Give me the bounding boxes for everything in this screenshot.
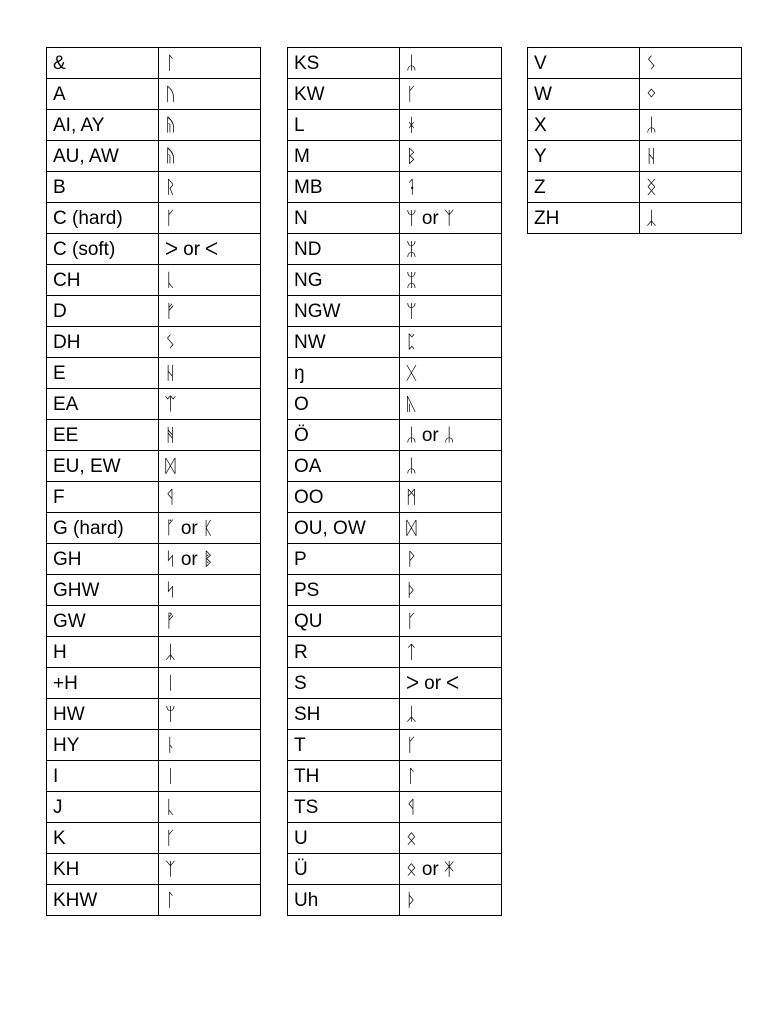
- rune-glyph: ᚿ: [165, 734, 176, 756]
- letter-code-cell: B: [47, 172, 159, 203]
- rune-glyph: ᚻ: [165, 424, 176, 446]
- letter-code-cell: ND: [288, 234, 400, 265]
- rune-glyph-alternate: ᛔ: [202, 548, 214, 570]
- table-row: [288, 792, 502, 823]
- table-row: [288, 575, 502, 606]
- rune-glyph: ᚴ: [406, 610, 417, 632]
- letter-code-cell: Ö: [288, 420, 400, 451]
- rune-glyph: ᚥ: [165, 114, 176, 136]
- letter-code-cell: HY: [47, 730, 159, 761]
- table-row: [47, 110, 261, 141]
- letter-code-cell: C (soft): [47, 234, 159, 265]
- rune-cell: [159, 761, 261, 792]
- rune-cell: [159, 544, 261, 575]
- rune-cell: [400, 358, 502, 389]
- rune-cell: [159, 420, 261, 451]
- rune-glyph: ᛋ: [165, 548, 176, 570]
- rune-glyph: ᛟ: [406, 827, 417, 849]
- letter-code-cell: ŋ: [288, 358, 400, 389]
- table-row: [288, 296, 502, 327]
- table-row: [47, 296, 261, 327]
- rune-cell: [400, 668, 502, 699]
- rune-glyph: ᛩ: [406, 796, 417, 818]
- table-row: [288, 79, 502, 110]
- rune-glyph: ᛜ: [646, 83, 657, 105]
- rune-cell: [159, 823, 261, 854]
- letter-code-cell: U: [288, 823, 400, 854]
- rune-glyph: ᚥ: [165, 145, 176, 167]
- letter-code-cell: Uh: [288, 885, 400, 916]
- table-row: [528, 172, 742, 203]
- letter-code-cell: PS: [288, 575, 400, 606]
- rune-glyph: ᚡ: [165, 610, 176, 632]
- rune-glyph: ᚱ: [165, 176, 176, 198]
- letter-code-cell: Z: [528, 172, 640, 203]
- table-row: [47, 451, 261, 482]
- letter-code-cell: T: [288, 730, 400, 761]
- table-row: [288, 885, 502, 916]
- rune-glyph: ᛊ: [165, 331, 176, 353]
- rune-cell: [640, 79, 742, 110]
- letter-code-cell: V: [528, 48, 640, 79]
- rune-cell: [159, 172, 261, 203]
- letter-code-cell: O: [288, 389, 400, 420]
- rune-cell: [400, 544, 502, 575]
- or-separator: or: [421, 858, 439, 880]
- rune-glyph: ᚦ: [406, 889, 417, 911]
- or-separator: or: [183, 238, 201, 260]
- table-row: [47, 358, 261, 389]
- letter-code-cell: +H: [47, 668, 159, 699]
- rune-cell: [159, 451, 261, 482]
- rune-cell: [159, 637, 261, 668]
- letter-code-cell: N: [288, 203, 400, 234]
- letter-code-cell: DH: [47, 327, 159, 358]
- rune-cell: [159, 265, 261, 296]
- letter-code-cell: KH: [47, 854, 159, 885]
- rune-cell: [400, 110, 502, 141]
- letter-code-cell: QU: [288, 606, 400, 637]
- rune-cell: [400, 79, 502, 110]
- table-row: [47, 606, 261, 637]
- table-row: [288, 110, 502, 141]
- rune-table-1: [46, 47, 261, 916]
- rune-cell: [400, 885, 502, 916]
- rune-cell: [159, 668, 261, 699]
- letter-code-cell: TS: [288, 792, 400, 823]
- rune-cell: [400, 48, 502, 79]
- table-row: [47, 637, 261, 668]
- table-row: [47, 730, 261, 761]
- rune-cell: [400, 296, 502, 327]
- table-row: [47, 761, 261, 792]
- table-row: [47, 389, 261, 420]
- rune-glyph: ᐳ: [165, 238, 179, 260]
- letter-code-cell: EE: [47, 420, 159, 451]
- rune-table-3: [527, 47, 742, 234]
- rune-cell: [400, 141, 502, 172]
- letter-code-cell: NG: [288, 265, 400, 296]
- rune-cell: [159, 296, 261, 327]
- letter-code-cell: CH: [47, 265, 159, 296]
- rune-cell: [159, 110, 261, 141]
- table-row: [47, 234, 261, 265]
- rune-cell: [159, 699, 261, 730]
- rune-cell: [400, 513, 502, 544]
- rune-cell: [400, 327, 502, 358]
- letter-code-cell: OO: [288, 482, 400, 513]
- rune-cell: [159, 606, 261, 637]
- table-row: [288, 606, 502, 637]
- table-row: [288, 482, 502, 513]
- rune-glyph: ᚦ: [406, 579, 417, 601]
- rune-glyph: ᛑ: [406, 176, 417, 198]
- rune-glyph: ᚴ: [165, 827, 176, 849]
- table-row: [47, 327, 261, 358]
- rune-cell: [159, 854, 261, 885]
- table-row: [288, 389, 502, 420]
- letter-code-cell: D: [47, 296, 159, 327]
- rune-cell: [400, 420, 502, 451]
- rune-glyph: ᐳ: [406, 672, 420, 694]
- rune-glyph: ᛚ: [406, 765, 417, 787]
- letter-code-cell: HW: [47, 699, 159, 730]
- rune-glyph: ᛊ: [646, 52, 657, 74]
- letter-code-cell: E: [47, 358, 159, 389]
- rune-glyph: ᛈ: [406, 331, 417, 353]
- rune-glyph: ᛯ: [406, 238, 417, 260]
- table-body: [528, 48, 742, 234]
- table-row: [288, 513, 502, 544]
- table-row: [47, 141, 261, 172]
- table-row: [47, 885, 261, 916]
- rune-cell: [159, 513, 261, 544]
- rune-cell: [640, 48, 742, 79]
- rune-cell: [400, 575, 502, 606]
- rune-cell: [400, 172, 502, 203]
- letter-code-cell: A: [47, 79, 159, 110]
- table-row: [47, 48, 261, 79]
- rune-cell: [159, 730, 261, 761]
- letter-code-cell: KHW: [47, 885, 159, 916]
- letter-code-cell: KS: [288, 48, 400, 79]
- rune-glyph: ᛚ: [165, 52, 176, 74]
- rune-cell: [640, 203, 742, 234]
- rune-glyph: ᛠ: [165, 393, 176, 415]
- table-row: [288, 761, 502, 792]
- rune-cell: [400, 699, 502, 730]
- letter-code-cell: NW: [288, 327, 400, 358]
- table-row: [288, 265, 502, 296]
- table-row: [47, 203, 261, 234]
- rune-cell: [159, 575, 261, 606]
- rune-cell: [400, 451, 502, 482]
- table-row: [288, 203, 502, 234]
- rune-cell: [159, 885, 261, 916]
- rune-cell: [159, 141, 261, 172]
- letter-code-cell: Y: [528, 141, 640, 172]
- rune-glyph: ᛚ: [165, 889, 176, 911]
- rune-cell: [159, 389, 261, 420]
- table-row: [528, 79, 742, 110]
- rune-glyph: ᛘ: [406, 300, 417, 322]
- letter-code-cell: S: [288, 668, 400, 699]
- rune-cell: [640, 141, 742, 172]
- table-row: [288, 141, 502, 172]
- letter-code-cell: M: [288, 141, 400, 172]
- table-row: [528, 141, 742, 172]
- table-row: [288, 668, 502, 699]
- letter-code-cell: OA: [288, 451, 400, 482]
- letter-code-cell: GW: [47, 606, 159, 637]
- rune-cell: [159, 234, 261, 265]
- rune-glyph: ᛞ: [406, 517, 417, 539]
- or-separator: or: [180, 548, 198, 570]
- rune-glyph: ᛟ: [406, 858, 417, 880]
- rune-glyph: ᚳ: [165, 269, 176, 291]
- table-row: [288, 544, 502, 575]
- rune-glyph: ᛦ: [646, 114, 657, 136]
- table-row: [47, 513, 261, 544]
- rune-cell: [159, 48, 261, 79]
- rune-glyph: ᛁ: [165, 765, 176, 787]
- rune-glyph: ᚵ: [165, 517, 176, 539]
- rune-glyph: ᛩ: [165, 486, 176, 508]
- rune-cell: [640, 172, 742, 203]
- rune-glyph-alternate: ᛡ: [443, 858, 455, 880]
- rune-cell: [400, 730, 502, 761]
- letter-code-cell: GHW: [47, 575, 159, 606]
- table-row: [288, 854, 502, 885]
- letter-code-cell: OU, OW: [288, 513, 400, 544]
- rune-glyph: ᚹ: [406, 548, 417, 570]
- rune-glyph-alternate: ᛦ: [443, 424, 455, 446]
- or-separator: or: [421, 424, 439, 446]
- rune-glyph-alternate: ᐸ: [446, 672, 460, 694]
- rune-glyph: ᚼ: [406, 114, 417, 136]
- table-row: [528, 48, 742, 79]
- letter-code-cell: AI, AY: [47, 110, 159, 141]
- rune-glyph: ᛦ: [406, 424, 417, 446]
- letter-code-cell: X: [528, 110, 640, 141]
- rune-glyph: ᛝ: [646, 176, 657, 198]
- rune-cell: [400, 265, 502, 296]
- rune-glyph: ᛣ: [165, 641, 176, 663]
- rune-table-2: [287, 47, 502, 916]
- table-row: [47, 482, 261, 513]
- rune-glyph: ᛁ: [165, 672, 176, 694]
- letter-code-cell: F: [47, 482, 159, 513]
- or-separator: or: [424, 672, 442, 694]
- or-separator: or: [180, 517, 198, 539]
- rune-cell: [400, 389, 502, 420]
- rune-glyph: ᚠ: [165, 300, 176, 322]
- table-row: [47, 79, 261, 110]
- rune-cell: [159, 792, 261, 823]
- table-row: [47, 265, 261, 296]
- letter-code-cell: H: [47, 637, 159, 668]
- rune-glyph: ᛘ: [165, 703, 176, 725]
- rune-cell: [400, 482, 502, 513]
- rune-cell: [400, 823, 502, 854]
- table-row: [288, 699, 502, 730]
- letter-code-cell: SH: [288, 699, 400, 730]
- rune-glyph: ᚳ: [165, 796, 176, 818]
- rune-cell: [400, 637, 502, 668]
- rune-cell: [640, 110, 742, 141]
- rune-glyph: ᚺ: [646, 145, 657, 167]
- letter-code-cell: R: [288, 637, 400, 668]
- letter-code-cell: L: [288, 110, 400, 141]
- rune-glyph: ᛦ: [406, 52, 417, 74]
- table-row: [47, 792, 261, 823]
- rune-glyph: ᚴ: [406, 734, 417, 756]
- table-row: [47, 854, 261, 885]
- rune-glyph: ᚺ: [165, 362, 176, 384]
- rune-glyph: ᛞ: [165, 455, 176, 477]
- table-row: [288, 327, 502, 358]
- rune-glyph: ᚢ: [165, 83, 176, 105]
- rune-glyph: ᚴ: [406, 83, 417, 105]
- rune-glyph: ᚷ: [406, 362, 417, 384]
- rune-cell: [400, 761, 502, 792]
- table-row: [288, 637, 502, 668]
- table-row: [288, 234, 502, 265]
- rune-glyph: ᚴ: [165, 207, 176, 229]
- rune-glyph: ᛯ: [406, 269, 417, 291]
- table-row: [528, 110, 742, 141]
- table-row: [47, 544, 261, 575]
- letter-code-cell: AU, AW: [47, 141, 159, 172]
- letter-code-cell: P: [288, 544, 400, 575]
- letter-code-cell: &: [47, 48, 159, 79]
- table-body: [47, 48, 261, 916]
- rune-cell: [400, 203, 502, 234]
- table-row: [47, 575, 261, 606]
- letter-code-cell: NGW: [288, 296, 400, 327]
- letter-code-cell: I: [47, 761, 159, 792]
- letter-code-cell: Ü: [288, 854, 400, 885]
- rune-glyph: ᚣ: [406, 393, 417, 415]
- letter-code-cell: EA: [47, 389, 159, 420]
- table-row: [288, 451, 502, 482]
- rune-cell: [159, 203, 261, 234]
- rune-cell: [400, 606, 502, 637]
- rune-cell: [400, 792, 502, 823]
- letter-code-cell: C (hard): [47, 203, 159, 234]
- table-row: [528, 203, 742, 234]
- table-row: [288, 48, 502, 79]
- table-row: [288, 420, 502, 451]
- letter-code-cell: J: [47, 792, 159, 823]
- rune-glyph-alternate: ᛕ: [202, 517, 214, 539]
- letter-code-cell: K: [47, 823, 159, 854]
- rune-glyph: ᛏ: [406, 641, 417, 663]
- table-body: [288, 48, 502, 916]
- letter-code-cell: GH: [47, 544, 159, 575]
- letter-code-cell: G (hard): [47, 513, 159, 544]
- table-row: [288, 823, 502, 854]
- rune-cell: [400, 854, 502, 885]
- table-row: [288, 730, 502, 761]
- rune-glyph: ᛋ: [165, 579, 176, 601]
- table-row: [47, 172, 261, 203]
- letter-code-cell: KW: [288, 79, 400, 110]
- rune-cell: [159, 358, 261, 389]
- rune-glyph: ᛗ: [406, 486, 417, 508]
- rune-glyph: ᛣ: [406, 703, 417, 725]
- letter-code-cell: ZH: [528, 203, 640, 234]
- rune-glyph: ᛘ: [406, 207, 417, 229]
- rune-glyph-alternate: ᐸ: [205, 238, 219, 260]
- rune-glyph: ᛦ: [406, 455, 417, 477]
- table-row: [288, 358, 502, 389]
- letter-code-cell: MB: [288, 172, 400, 203]
- table-row: [47, 668, 261, 699]
- rune-glyph: ᛒ: [406, 145, 417, 167]
- table-row: [288, 172, 502, 203]
- letter-code-cell: EU, EW: [47, 451, 159, 482]
- table-row: [47, 699, 261, 730]
- rune-glyph: ᛣ: [646, 207, 657, 229]
- or-separator: or: [421, 207, 439, 229]
- rune-cell: [159, 327, 261, 358]
- letter-code-cell: W: [528, 79, 640, 110]
- letter-code-cell: TH: [288, 761, 400, 792]
- rune-glyph-alternate: ᛉ: [443, 207, 455, 229]
- rune-cell: [159, 79, 261, 110]
- rune-glyph: ᛉ: [165, 858, 176, 880]
- table-row: [47, 420, 261, 451]
- rune-cell: [159, 482, 261, 513]
- table-row: [47, 823, 261, 854]
- rune-cell: [400, 234, 502, 265]
